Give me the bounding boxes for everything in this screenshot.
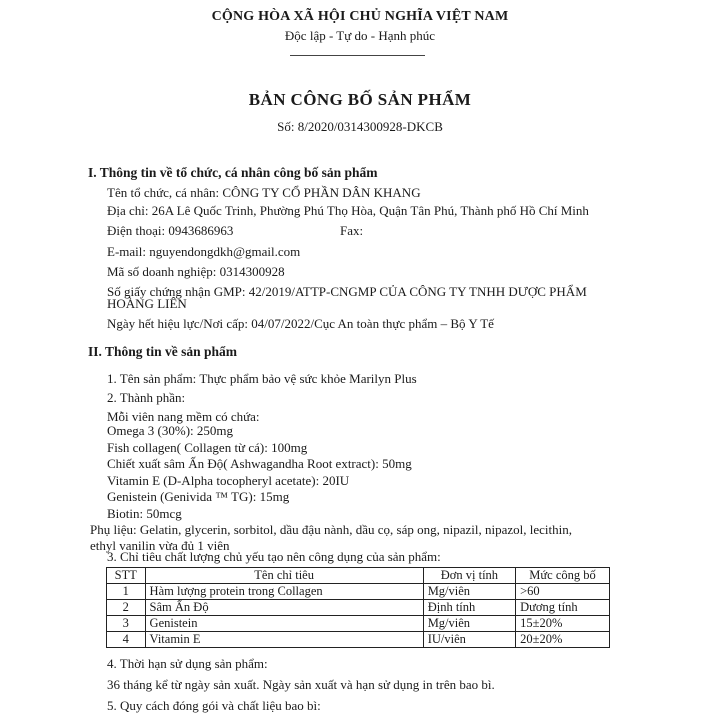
excipients-line1: Phụ liệu: Gelatin, glycerin, sorbitol, dầu đậu nành, dầu cọ, sáp ong, nipazil, nipazol, lecithin,	[90, 522, 572, 537]
table-cell: Vitamin E	[145, 632, 423, 648]
table-cell: 2	[107, 600, 146, 616]
composition-label: 2. Thành phần:	[107, 390, 186, 405]
table-cell: >60	[516, 584, 610, 600]
org-fax: Fax:	[340, 223, 364, 238]
gmp-certificate-line1: Số giấy chứng nhận GMP: 42/2019/ATTP-CNGMP CỦA CÔNG TY TNHH DƯỢC PHẨM	[107, 284, 587, 299]
composition-intro: Mỗi viên nang mềm có chứa:	[107, 409, 260, 424]
table-row	[107, 584, 610, 600]
ingredient-item: Chiết xuất sâm Ấn Độ( Ashwagandha Root extract): 50mg	[107, 456, 412, 471]
table-cell: Genistein	[145, 616, 423, 632]
document-number: Số: 8/2020/0314300928-DKCB	[277, 119, 443, 134]
table-row	[107, 600, 610, 616]
section2-heading: II. Thông tin về sản phẩm	[88, 344, 238, 359]
expiry-issuer: Ngày hết hiệu lực/Nơi cấp: 04/07/2022/Cục An toàn thực phẩm – Bộ Y Tế	[107, 316, 494, 331]
org-address: Địa chỉ: 26A Lê Quốc Trinh, Phường Phú Thọ Hòa, Quận Tân Phú, Thành phố Hồ Chí Minh	[107, 203, 589, 218]
country-header: CỘNG HÒA XÃ HỘI CHỦ NGHĨA VIỆT NAM	[211, 9, 509, 24]
ingredient-item: Omega 3 (30%): 250mg	[107, 423, 234, 438]
column-header: Mức công bố	[516, 568, 610, 584]
shelf-life: 36 tháng kể từ ngày sản xuất. Ngày sản xuất và hạn sử dụng in trên bao bì.	[107, 677, 495, 692]
table-cell: 4	[107, 632, 146, 648]
org-email: E-mail: nguyendongdkh@gmail.com	[107, 244, 301, 259]
product-name: 1. Tên sản phẩm: Thực phẩm bảo vệ sức khỏe Marilyn Plus	[107, 371, 417, 386]
table-cell: Hàm lượng protein trong Collagen	[145, 584, 423, 600]
ingredient-item: Vitamin E (D-Alpha tocopheryl acetate): 20IU	[107, 473, 350, 488]
header-divider	[290, 55, 425, 56]
excipients-line2: ethyl vanilin vừa đủ 1 viên	[90, 538, 230, 553]
table-cell: IU/viên	[423, 632, 515, 648]
packaging-heading: 5. Quy cách đóng gói và chất liệu bao bì:	[107, 698, 321, 713]
quality-table	[106, 567, 610, 648]
document-title: BẢN CÔNG BỐ SẢN PHẨM	[248, 90, 472, 109]
org-name: Tên tổ chức, cá nhân: CÔNG TY CỔ PHẦN DÂN KHANG	[107, 185, 421, 200]
ingredient-item: Genistein (Genivida ™ TG): 15mg	[107, 489, 290, 504]
shelf-life-heading: 4. Thời hạn sử dụng sản phẩm:	[107, 656, 268, 671]
column-header: STT	[107, 568, 146, 584]
column-header: Tên chỉ tiêu	[145, 568, 423, 584]
org-phone: Điện thoại: 0943686963	[107, 223, 234, 238]
table-row	[107, 616, 610, 632]
table-cell: 3	[107, 616, 146, 632]
table-header-row	[107, 568, 610, 584]
org-tax-id: Mã số doanh nghiệp: 0314300928	[107, 264, 285, 279]
table-cell: Mg/viên	[423, 584, 515, 600]
table-cell: 20±20%	[516, 632, 610, 648]
section1-heading: I. Thông tin về tổ chức, cá nhân công bố sản phẩm	[88, 165, 378, 180]
ingredient-item: Biotin: 50mcg	[107, 506, 182, 521]
motto: Độc lập - Tự do - Hạnh phúc	[284, 28, 436, 43]
table-cell: 1	[107, 584, 146, 600]
quality-heading: 3. Chỉ tiêu chất lượng chủ yếu tạo nên công dụng của sản phẩm:	[107, 549, 441, 564]
table-cell: 15±20%	[516, 616, 610, 632]
table-row	[107, 632, 610, 648]
ingredient-item: Fish collagen( Collagen từ cá): 100mg	[107, 440, 308, 455]
column-header: Đơn vị tính	[423, 568, 515, 584]
gmp-certificate-line2: HOÀNG LIÊN	[107, 296, 187, 311]
table-cell: Sâm Ấn Độ	[145, 600, 423, 616]
table-cell: Dương tính	[516, 600, 610, 616]
table-cell: Mg/viên	[423, 616, 515, 632]
table-cell: Định tính	[423, 600, 515, 616]
